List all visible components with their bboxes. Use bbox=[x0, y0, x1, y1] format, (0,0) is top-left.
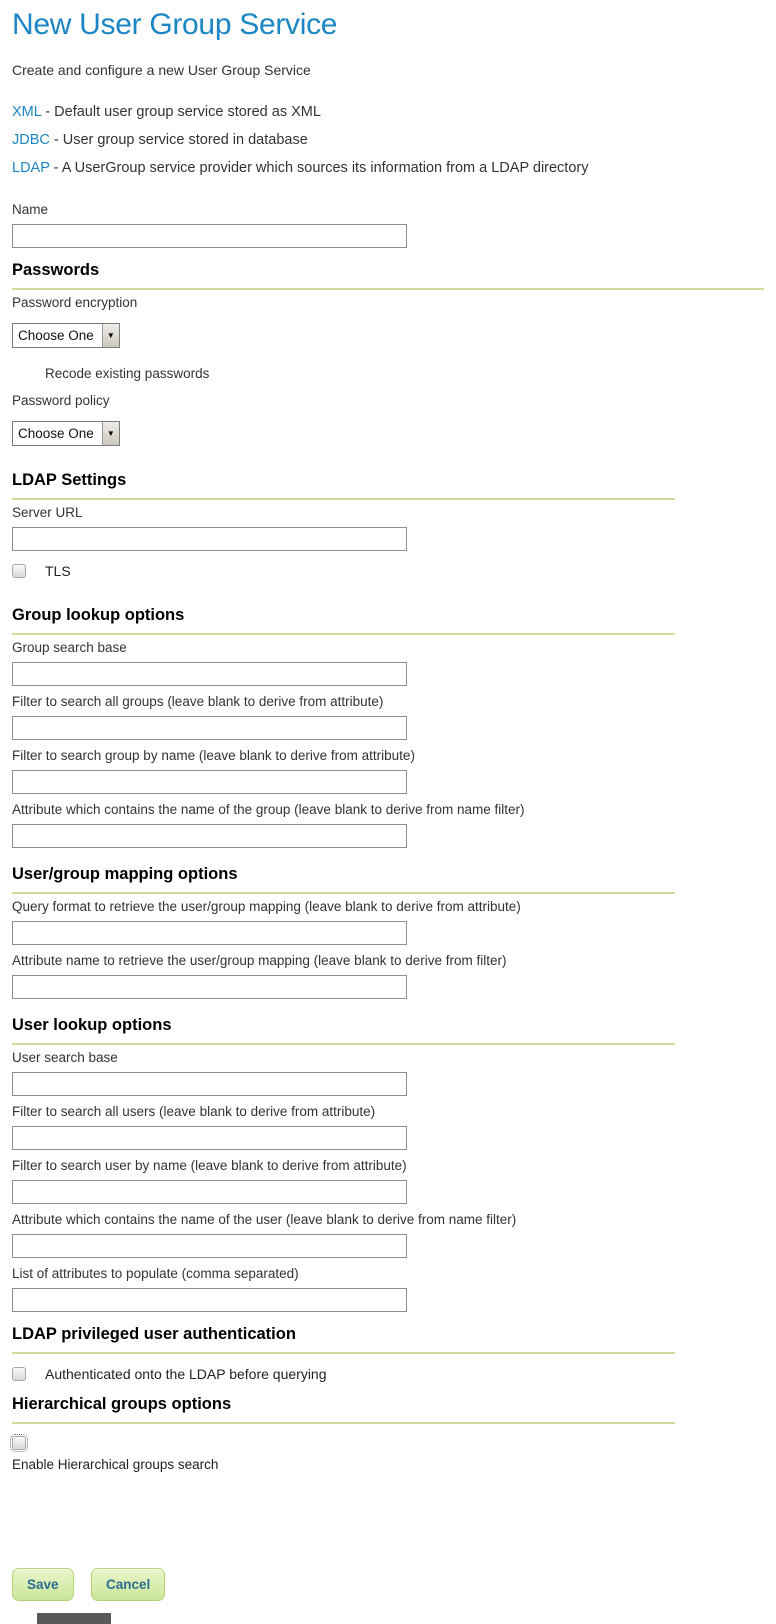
populate-attributes-label: List of attributes to populate (comma separated) bbox=[12, 1266, 299, 1281]
jdbc-link[interactable]: JDBC bbox=[12, 132, 50, 148]
save-button[interactable]: Save bbox=[12, 1568, 74, 1601]
name-input[interactable] bbox=[12, 224, 407, 248]
separator: - bbox=[49, 160, 62, 176]
password-policy-select[interactable] bbox=[12, 421, 120, 446]
section-heading-privileged-auth: LDAP privileged user authentication bbox=[12, 1326, 675, 1354]
recode-existing-passwords-label: Recode existing passwords bbox=[45, 366, 210, 381]
tls-label: TLS bbox=[45, 563, 71, 579]
name-label: Name bbox=[12, 202, 49, 217]
user-search-base-input[interactable] bbox=[12, 1072, 407, 1096]
mapping-attribute-name-label: Attribute name to retrieve the user/group mapping (leave blank to derive from filter) bbox=[12, 953, 507, 968]
password-encryption-selected-value: Choose One bbox=[18, 328, 94, 343]
xml-description: Default user group service stored as XML bbox=[54, 104, 321, 120]
group-name-attribute-label: Attribute which contains the name of the group (leave blank to derive from name filter) bbox=[12, 802, 525, 817]
service-type-ldap bbox=[12, 160, 764, 176]
bottom-dark-strip bbox=[37, 1613, 111, 1624]
section-heading-user-lookup: User lookup options bbox=[12, 1017, 675, 1045]
hierarchical-groups-label: Enable Hierarchical groups search bbox=[12, 1457, 219, 1472]
password-policy-label: Password policy bbox=[12, 393, 110, 408]
server-url-input[interactable] bbox=[12, 527, 407, 551]
page-title: New User Group Service bbox=[12, 8, 338, 41]
hierarchical-checkbox-row bbox=[12, 1436, 764, 1450]
all-users-filter-input[interactable] bbox=[12, 1126, 407, 1150]
group-by-name-filter-label: Filter to search group by name (leave blank to derive from attribute) bbox=[12, 748, 415, 763]
cancel-button[interactable]: Cancel bbox=[91, 1568, 165, 1601]
section-heading-ldap-settings: LDAP Settings bbox=[12, 472, 675, 500]
chevron-down-icon: ▼ bbox=[102, 324, 119, 347]
user-name-attribute-label: Attribute which contains the name of the user (leave blank to derive from name filter) bbox=[12, 1212, 517, 1227]
password-encryption-label: Password encryption bbox=[12, 295, 138, 310]
privileged-auth-label: Authenticated onto the LDAP before querying bbox=[45, 1366, 327, 1382]
mapping-query-format-label: Query format to retrieve the user/group mapping (leave blank to derive from attribute) bbox=[12, 899, 521, 914]
hierarchical-groups-checkbox[interactable] bbox=[12, 1436, 26, 1450]
ldap-description: A UserGroup service provider which sources its information from a LDAP directory bbox=[61, 160, 589, 176]
tls-row bbox=[12, 563, 764, 579]
user-name-attribute-input[interactable] bbox=[12, 1234, 407, 1258]
user-by-name-filter-label: Filter to search user by name (leave blank to derive from attribute) bbox=[12, 1158, 407, 1173]
group-by-name-filter-input[interactable] bbox=[12, 770, 407, 794]
form-actions bbox=[12, 1568, 764, 1601]
password-encryption-select[interactable] bbox=[12, 323, 120, 348]
group-search-base-input[interactable] bbox=[12, 662, 407, 686]
ldap-link[interactable]: LDAP bbox=[12, 160, 50, 176]
service-type-xml bbox=[12, 104, 764, 120]
server-url-label: Server URL bbox=[12, 505, 83, 520]
mapping-query-format-input[interactable] bbox=[12, 921, 407, 945]
all-groups-filter-input[interactable] bbox=[12, 716, 407, 740]
service-type-links bbox=[12, 104, 764, 176]
page-subtitle: Create and configure a new User Group Service bbox=[12, 62, 311, 78]
user-by-name-filter-input[interactable] bbox=[12, 1180, 407, 1204]
group-search-base-label: Group search base bbox=[12, 640, 127, 655]
password-policy-selected-value: Choose One bbox=[18, 426, 94, 441]
all-users-filter-label: Filter to search all users (leave blank to derive from attribute) bbox=[12, 1104, 376, 1119]
all-groups-filter-label: Filter to search all groups (leave blank to derive from attribute) bbox=[12, 694, 384, 709]
service-type-jdbc bbox=[12, 132, 764, 148]
section-heading-group-lookup: Group lookup options bbox=[12, 607, 675, 635]
populate-attributes-input[interactable] bbox=[12, 1288, 407, 1312]
tls-checkbox[interactable] bbox=[12, 564, 26, 578]
group-name-attribute-input[interactable] bbox=[12, 824, 407, 848]
mapping-attribute-name-input[interactable] bbox=[12, 975, 407, 999]
privileged-auth-checkbox[interactable] bbox=[12, 1367, 26, 1381]
separator: - bbox=[49, 132, 63, 148]
user-search-base-label: User search base bbox=[12, 1050, 118, 1065]
section-heading-hierarchical-groups: Hierarchical groups options bbox=[12, 1396, 675, 1424]
chevron-down-icon: ▼ bbox=[102, 422, 119, 445]
jdbc-description: User group service stored in database bbox=[62, 132, 308, 148]
section-heading-user-group-mapping: User/group mapping options bbox=[12, 866, 675, 894]
section-heading-passwords: Passwords bbox=[12, 262, 764, 290]
separator: - bbox=[41, 104, 55, 120]
privileged-auth-row bbox=[12, 1366, 764, 1382]
xml-link[interactable]: XML bbox=[12, 104, 42, 120]
